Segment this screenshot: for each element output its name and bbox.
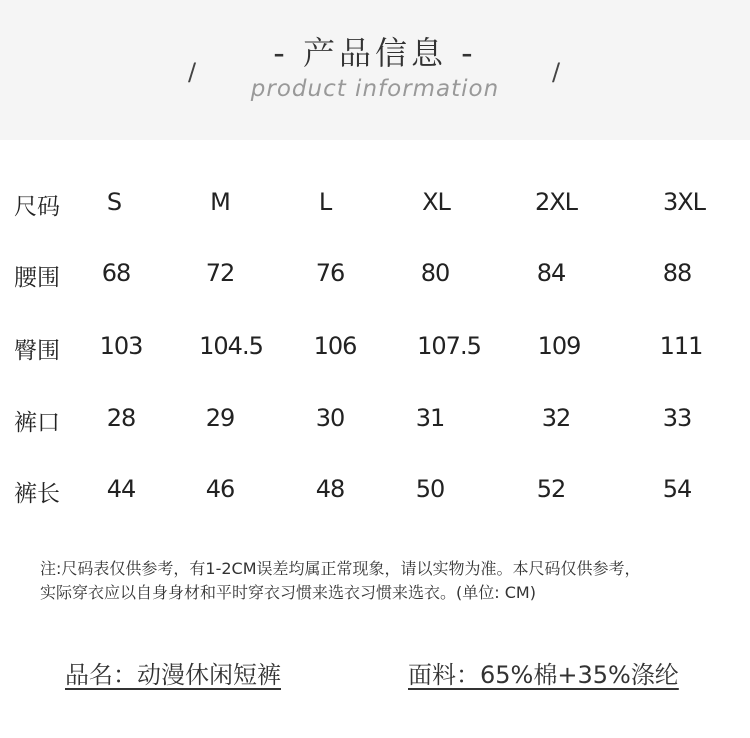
table-cell: 68 xyxy=(101,259,131,287)
table-cell: 31 xyxy=(415,404,445,432)
page-subtitle: product information xyxy=(250,76,500,102)
row-label-length: 裤长 xyxy=(14,481,60,507)
table-cell: 52 xyxy=(536,475,566,503)
table-cell: 48 xyxy=(315,475,345,503)
row-label-hip: 臀围 xyxy=(14,338,60,364)
product-name: 品名：动漫休闲短裤 xyxy=(65,661,281,689)
note-line: 实际穿衣应以自身身材和平时穿衣习惯来选衣习惯来选衣。(单位: CM) xyxy=(40,583,536,602)
table-cell: 33 xyxy=(662,404,692,432)
row-label-leg-opening: 裤口 xyxy=(14,410,60,436)
table-cell: 72 xyxy=(205,259,235,287)
table-cell: 50 xyxy=(415,475,445,503)
table-cell: 104.5 xyxy=(199,332,263,360)
table-cell: 29 xyxy=(205,404,235,432)
table-cell: 44 xyxy=(106,475,136,503)
table-cell: 103 xyxy=(99,332,143,360)
decorative-slash-left: / xyxy=(188,58,197,86)
page-title: - 产品信息 - xyxy=(273,34,477,72)
row-label-waist: 腰围 xyxy=(14,265,60,291)
table-cell: 28 xyxy=(106,404,136,432)
size-header-label: 尺码 xyxy=(14,194,60,220)
size-note xyxy=(40,557,740,605)
table-cell: 109 xyxy=(537,332,581,360)
table-cell: 54 xyxy=(662,475,692,503)
table-cell: 32 xyxy=(541,404,571,432)
size-header-cell: XL xyxy=(422,188,450,216)
size-header-cell: 3XL xyxy=(662,188,706,216)
size-header-cell: S xyxy=(106,188,122,216)
table-cell: 76 xyxy=(315,259,345,287)
size-header-cell: 2XL xyxy=(534,188,578,216)
size-header-cell: M xyxy=(210,188,230,216)
table-cell: 84 xyxy=(536,259,566,287)
decorative-slash-right: / xyxy=(552,58,561,86)
table-cell: 106 xyxy=(313,332,357,360)
product-fabric: 面料：65%棉+35%涤纶 xyxy=(408,661,679,689)
note-line: 注:尺码表仅供参考，有1-2CM误差均属正常现象，请以实物为准。本尺码仅供参考， xyxy=(40,559,641,578)
table-cell: 88 xyxy=(662,259,692,287)
table-cell: 80 xyxy=(420,259,450,287)
size-header-cell: L xyxy=(318,188,332,216)
table-cell: 107.5 xyxy=(417,332,481,360)
table-cell: 30 xyxy=(315,404,345,432)
table-cell: 111 xyxy=(659,332,703,360)
table-cell: 46 xyxy=(205,475,235,503)
